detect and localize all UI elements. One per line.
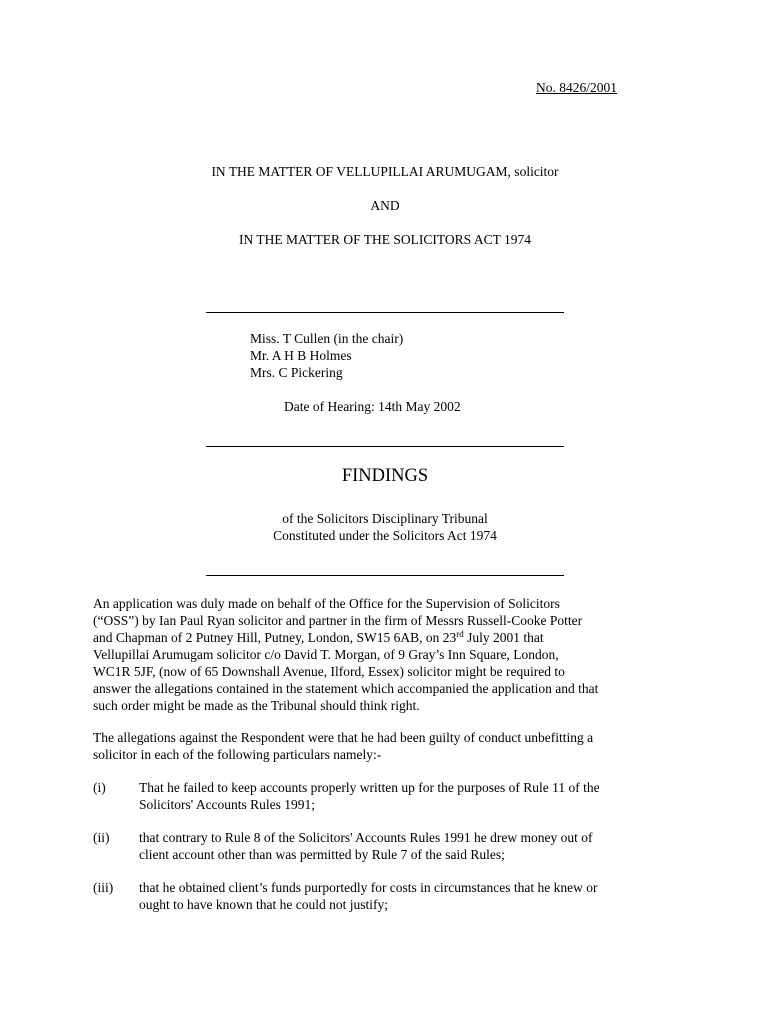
allegation-line: that contrary to Rule 8 of the Solicitors' Accounts Rules 1991 he drew money out of — [139, 830, 593, 845]
paragraph-line: such order might be made as the Tribunal should think right. — [93, 698, 420, 713]
panel-member: Mr. A H B Holmes — [250, 348, 352, 363]
tribunal-panel — [250, 330, 403, 381]
paragraph-line: solicitor in each of the following particulars namely:- — [93, 747, 382, 762]
paragraph-text: and Chapman of 2 Putney Hill, Putney, London, SW15 6AB, on 23 — [93, 630, 457, 645]
paragraph-line: Vellupillai Arumugam solicitor c/o David T. Morgan, of 9 Gray’s Inn Square, London, — [93, 647, 559, 662]
matter-title-and: AND — [370, 198, 400, 213]
allegation-text — [139, 879, 598, 913]
paragraph-text: July 2001 that — [463, 630, 544, 645]
divider-rule-1 — [206, 312, 564, 313]
matter-title-respondent: IN THE MATTER OF VELLUPILLAI ARUMUGAM, solicitor — [211, 164, 559, 179]
divider-rule-2 — [206, 446, 564, 447]
allegation-text — [139, 829, 592, 863]
allegation-line: Solicitors' Accounts Rules 1991; — [139, 797, 316, 812]
case-number: No. 8426/2001 — [536, 80, 617, 95]
paragraph-line: The allegations against the Respondent were that he had been guilty of conduct unbefitting a — [93, 730, 594, 745]
paragraph-line: (“OSS”) by Ian Paul Ryan solicitor and partner in the firm of Messrs Russell-Cooke Potter — [93, 613, 583, 628]
allegation-line: client account other than was permitted by Rule 7 of the said Rules; — [139, 847, 505, 862]
allegation-line: ought to have known that he could not justify; — [139, 897, 388, 912]
findings-heading: FINDINGS — [341, 466, 429, 486]
application-paragraph — [93, 595, 693, 714]
panel-member: Mrs. C Pickering — [250, 365, 343, 380]
findings-subtitle-tribunal: of the Solicitors Disciplinary Tribunal — [282, 511, 488, 526]
allegation-number: (iii) — [93, 880, 114, 895]
hearing-date: Date of Hearing: 14th May 2002 — [284, 399, 461, 414]
paragraph-line: An application was duly made on behalf of the Office for the Supervision of Solicitors — [93, 596, 560, 611]
paragraph-line: WC1R 5JF, (now of 65 Downshall Avenue, Ilford, Essex) solicitor might be required to — [93, 664, 565, 679]
panel-member-chair: Miss. T Cullen (in the chair) — [250, 331, 404, 346]
matter-title-act: IN THE MATTER OF THE SOLICITORS ACT 1974 — [239, 232, 531, 247]
allegation-text — [139, 779, 600, 813]
paragraph-line — [93, 629, 693, 646]
ordinal-suffix: rd — [456, 629, 464, 639]
paragraph-line: answer the allegations contained in the statement which accompanied the application and that — [93, 681, 599, 696]
allegation-line: That he failed to keep accounts properly written up for the purposes of Rule 11 of the — [139, 780, 600, 795]
divider-rule-3 — [206, 575, 564, 576]
allegation-number: (i) — [93, 780, 106, 795]
allegations-intro — [93, 729, 693, 763]
findings-subtitle-constituted: Constituted under the Solicitors Act 1974 — [273, 528, 497, 543]
allegation-number: (ii) — [93, 830, 110, 845]
allegation-line: that he obtained client’s funds purportedly for costs in circumstances that he knew or — [139, 880, 598, 895]
